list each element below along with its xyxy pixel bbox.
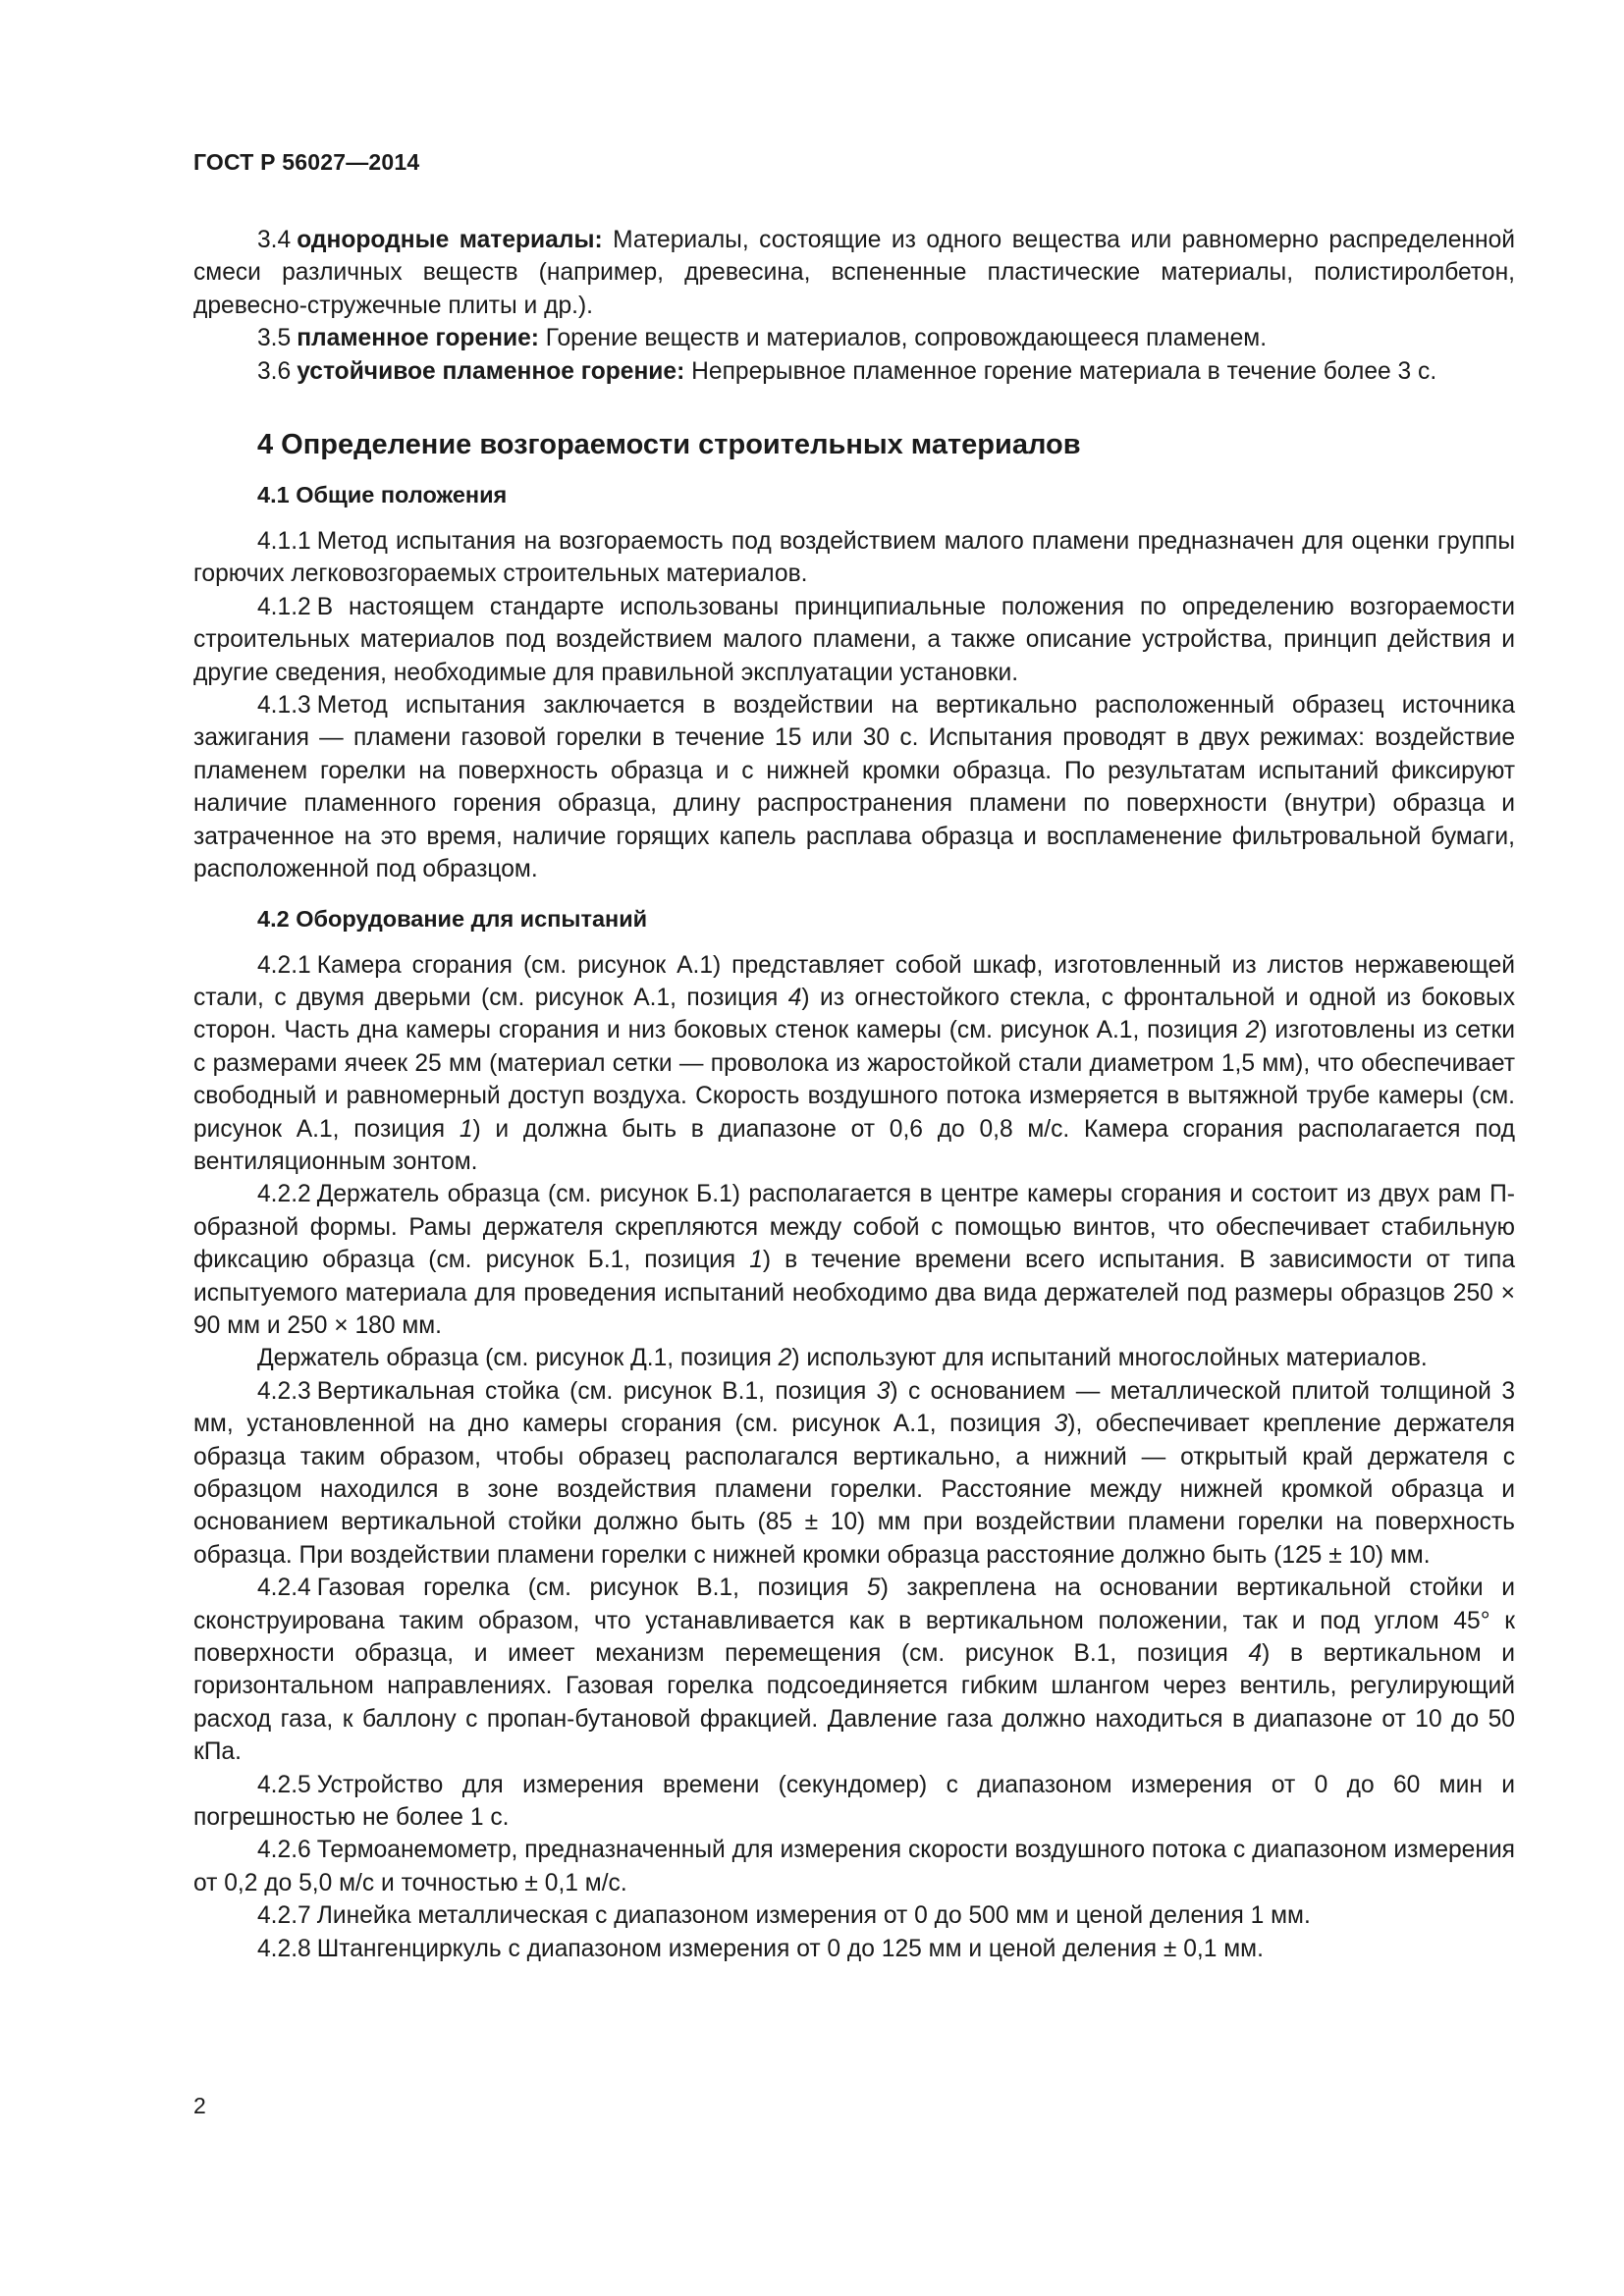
clause-4-1-1 bbox=[193, 525, 1515, 591]
clause-number: 4.2.8 bbox=[257, 1935, 311, 1962]
clause-4-2-1 bbox=[193, 949, 1515, 1179]
clause-text: ) с основанием — металлической плитой толщиной 3 мм, установленной на дно камеры сгорания (см. рисунок А.1, позиция bbox=[193, 1377, 1515, 1438]
clause-text: Вертикальная стойка (см. рисунок В.1, позиция bbox=[316, 1377, 877, 1405]
clause-number: 4.1.2 bbox=[257, 593, 311, 620]
term-definition: Непрерывное пламенное горение материала в течение более 3 с. bbox=[684, 357, 1437, 385]
term-3-5 bbox=[193, 322, 1515, 354]
clause-text: Линейка металлическая с диапазоном измерения от 0 до 500 мм и ценой деления 1 мм. bbox=[316, 1902, 1311, 1930]
term-name: однородные материалы: bbox=[297, 227, 603, 253]
clause-number: 4.2.2 bbox=[257, 1181, 311, 1208]
clause-text: ) закреплена на основании вертикальной стойки и сконструирована таким образом, что устанавливается как в вертикальном положении, так и под углом 45° к поверхности образца, и имеет механизм перемещения (см. рисунок В.1, позиция bbox=[193, 1575, 1515, 1668]
clause-number: 4.2.7 bbox=[257, 1902, 311, 1930]
clause-text: ) изготовлены из сетки с размерами ячеек 25 мм (материал сетки — проволока из жаростойкой стали диаметром 1,5 мм), что обеспечивает свободный и равномерный доступ воздуха. Скорость воздушного потока измеряется в вытяжной трубе камеры (см. рисунок А.1, позиция bbox=[193, 1017, 1515, 1143]
document-header-code: ГОСТ Р 56027—2014 bbox=[193, 149, 420, 175]
clause-number: 4.1.3 bbox=[257, 692, 311, 720]
subsection-4-2-title: 4.2 Оборудование для испытаний bbox=[257, 905, 648, 932]
clause-text: Держатель образца (см. рисунок Д.1, позиция bbox=[257, 1345, 779, 1372]
clause-text: Камера сгорания (см. рисунок А.1) представляет собой шкаф, изготовленный из листов нержавеющей стали, с двумя дверьми (см. рисунок А.1, позиция bbox=[193, 951, 1515, 1011]
clause-text: Метод испытания заключается в воздействии на вертикально расположенный образец источника зажигания — пламени газовой горелки в течение 15 или 30 с. Испытания проводят в двух режимах: воздействие пламенем горелки на поверхность образца и с нижней кромки образца. По результатам испытаний фиксируют наличие пламенного горения образца, длину распространения пламени по поверхности (внутри) образца и затраченное на это время, наличие горящих капель расплава образца и воспламенение фильтровальной бумаги, расположенной под образцом. bbox=[193, 692, 1515, 883]
term-3-4 bbox=[193, 224, 1515, 322]
position-number: 4 bbox=[1248, 1640, 1263, 1668]
subsection-4-1-title: 4.1 Общие положения bbox=[257, 482, 508, 508]
clause-number: 4.2.4 bbox=[257, 1575, 311, 1602]
term-3-6 bbox=[193, 355, 1515, 388]
clause-4-2-6 bbox=[193, 1834, 1515, 1899]
clause-4-2-3 bbox=[193, 1375, 1515, 1572]
clause-4-2-2 bbox=[193, 1178, 1515, 1342]
clause-4-2-8 bbox=[193, 1933, 1515, 1965]
clause-text: ) используют для испытаний многослойных материалов. bbox=[791, 1345, 1428, 1372]
position-number: 2 bbox=[778, 1345, 792, 1372]
clause-text: ) и должна быть в диапазоне от 0,6 до 0,8 м/с. Камера сгорания располагается под вентиляционным зонтом. bbox=[193, 1115, 1515, 1175]
position-number: 3 bbox=[876, 1377, 891, 1405]
clause-number: 3.6 bbox=[257, 357, 292, 385]
position-number: 3 bbox=[1054, 1411, 1068, 1438]
clause-text: Газовая горелка (см. рисунок В.1, позиция bbox=[316, 1575, 868, 1602]
clause-text: Штангенциркуль с диапазоном измерения от 0 до 125 мм и ценой деления ± 0,1 мм. bbox=[316, 1935, 1264, 1962]
term-name: устойчивое пламенное горение: bbox=[297, 357, 685, 385]
section-4-title: 4 Определение возгораемости строительных материалов bbox=[257, 429, 1081, 461]
clause-text: В настоящем стандарте использованы принципиальные положения по определению возгораемости строительных материалов под воздействием малого пламени, а также описание устройства, принцип действия и другие сведения, необходимые для правильной эксплуатации установки. bbox=[193, 593, 1515, 686]
position-number: 1 bbox=[459, 1115, 473, 1143]
term-definition: Материалы, состоящие из одного вещества или равномерно распределенной смеси различных веществ (например, древесина, вспененные пластические материалы, полистиролбетон, древесно-стружечные плиты и др.). bbox=[193, 227, 1515, 319]
document-body bbox=[193, 224, 1515, 1965]
clause-text: ) в вертикальном и горизонтальном направлениях. Газовая горелка подсоединяется гибким шлангом через вентиль, регулирующий расход газа, к баллону с пропан-бутановой фракцией. Давление газа должно находиться в диапазоне от 10 до 50 кПа. bbox=[193, 1640, 1515, 1766]
clause-4-2-7 bbox=[193, 1899, 1515, 1932]
clause-number: 4.2.3 bbox=[257, 1377, 311, 1405]
term-definition: Горение веществ и материалов, сопровождающееся пламенем. bbox=[538, 325, 1268, 352]
clause-number: 4.2.1 bbox=[257, 951, 311, 979]
position-number: 2 bbox=[1245, 1017, 1260, 1044]
clause-4-1-3 bbox=[193, 689, 1515, 885]
clause-text: ) в течение времени всего испытания. В зависимости от типа испытуемого материала для проведения испытаний необходимо два вида держателей под размеры образцов 250 × 90 мм и 250 × 180 мм. bbox=[193, 1247, 1515, 1339]
clause-text: Метод испытания на возгораемость под воздействием малого пламени предназначен для оценки группы горючих легковозгораемых строительных материалов. bbox=[193, 528, 1515, 588]
clause-4-2-5 bbox=[193, 1769, 1515, 1835]
clause-number: 4.1.1 bbox=[257, 528, 311, 556]
clause-text: Устройство для измерения времени (секундомер) с диапазоном измерения от 0 до 60 мин и погрешностью не более 1 с. bbox=[193, 1771, 1515, 1832]
clause-text: Держатель образца (см. рисунок Б.1) располагается в центре камеры сгорания и состоит из двух рам П-образной формы. Рамы держателя скрепляются между собой с помощью винтов, что обеспечивает стабильную фиксацию образца (см. рисунок Б.1, позиция bbox=[193, 1181, 1515, 1274]
clause-number: 3.4 bbox=[257, 227, 292, 253]
clause-number: 4.2.5 bbox=[257, 1771, 311, 1798]
clause-text: ), обеспечивает крепление держателя образца таким образом, чтобы образец располагался вертикально, а нижний — открытый край держателя с образцом находился в зоне воздействия пламени горелки. Расстояние между нижней кромкой образца и основанием вертикальной стойки должно быть (85 ± 10) мм при воздействии пламени горелки на поверхность образца. При воздействии пламени горелки с нижней кромки образца расстояние должно быть (125 ± 10) мм. bbox=[193, 1411, 1515, 1569]
page-number: 2 bbox=[193, 2093, 206, 2118]
term-name: пламенное горение: bbox=[297, 325, 539, 352]
clause-number: 4.2.6 bbox=[257, 1837, 311, 1864]
clause-4-2-2-continued bbox=[193, 1342, 1515, 1374]
clause-4-1-2 bbox=[193, 591, 1515, 689]
clause-text: ) из огнестойкого стекла, с фронтальной и одной из боковых сторон. Часть дна камеры сгорания и низ боковых стенок камеры (см. рисунок А.1, позиция bbox=[193, 984, 1515, 1044]
clause-number: 3.5 bbox=[257, 325, 292, 352]
position-number: 1 bbox=[749, 1247, 763, 1274]
position-number: 5 bbox=[867, 1575, 881, 1602]
clause-text: Термоанемометр, предназначенный для измерения скорости воздушного потока с диапазоном измерения от 0,2 до 5,0 м/с и точностью ± 0,1 м/с. bbox=[193, 1837, 1515, 1896]
clause-4-2-4 bbox=[193, 1572, 1515, 1768]
position-number: 4 bbox=[787, 984, 802, 1011]
